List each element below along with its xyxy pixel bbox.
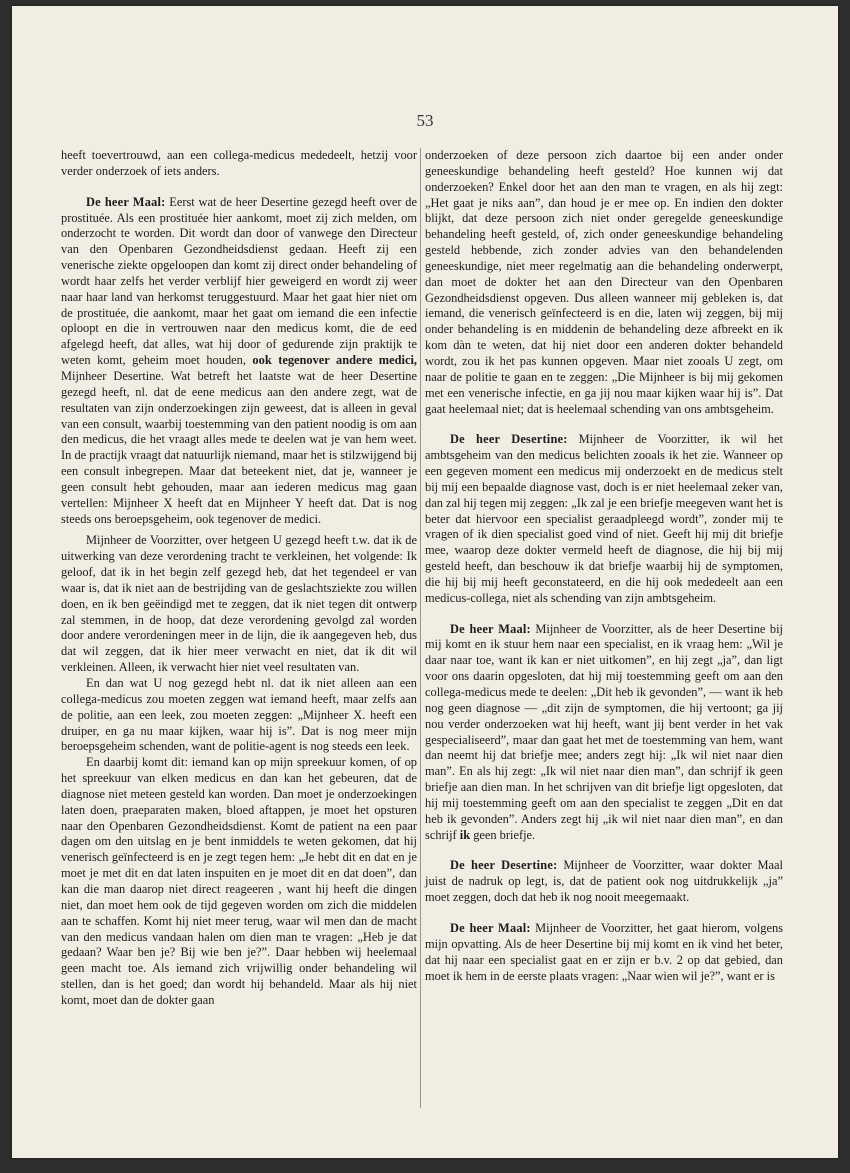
right-paragraph-3-rest: geen briefje. [470,827,536,842]
page-number: 53 [416,111,434,130]
right-paragraph-5-text: Mijnheer de Voorzitter, het gaat hierom, volgens mijn opvatting. Als de heer Desertine bij mij komt en ik vind het beter, dat hij naar een specialist gaat en er zijn er b.v. 2 op dat gebied, dan moet ik hem in de eerste plaats vragen: „Naar wien wil je?”, want er is [425,920,783,983]
right-paragraph-5 [425,921,783,984]
left-paragraph-1: heeft toevertrouwd, aan een collega-medicus mededeelt, hetzij voor verder onderzoek of iets anders. [61,148,417,178]
speaker-desertine-1: De heer Desertine: [450,432,568,447]
right-paragraph-3-text: Mijnheer de Voorzitter, als de heer Desertine bij mij komt en ik stuur hem naar een specialist, en ik vraag hem: „Wil je daar naar toe, want ik kan er niet uitkomen”, en hij zegt „ja”, dan ligt voor ons daarin opgesloten, dat hij mij toestemming geeft om aan den collega-medicus mede te deelen: „Dit heb ik gevonden”, — want ik heb nog geen diagnose — „dit zijn de symptomen, die hij vertoont; ga jij nou verder onderzoeken wat hij heeft, want jij bent verder in het vak gespecialiseerd”, maar dan gaat het met de toestemming van hem, want dan neemt hij dat briefje mee; anders zegt hij: „Ik wil niet naar dien man”. En als hij zegt: „Ik wil niet naar dien man”, dan schrijf ik geen briefje aan dien man. In het schrijven van dit briefje ligt opgesloten, dat hij mij toestemming geeft om aan den specialist te zeggen „Dit en dat heb ik gevonden”. Anders zegt hij „ik wil niet naar dien man”, en dan schrijf [425,621,783,842]
left-paragraph-2-rest: Mijnheer Desertine. Wat betreft het laatste wat de heer Desertine gezegd heeft, nl. dat de eene medicus aan den andere zegt, wat de resultaten van zijn onderzoekingen zijn geweest, dat is alleen in geval van een consult, waarbij toestemming van den patient noodig is om aan den medicus, die het vraagt alles mede te deelen wat je van hem weet. In de practijk vraagt dat natuurlijk niemand, maar het is stilzwijgend bij een consult inbegrepen. Maar dat beteekent niet, dat je, wanneer je geen consult hebt gehouden, maar aan iederen medicus mag gaan vertellen: Mijnheer X heeft dat en Mijnheer Y heeft dat. Dat is nog steeds ons beroepsgeheim, ook tegenover de medici. [61,368,417,526]
speaker-maal-2: De heer Maal: [450,621,531,636]
speaker-desertine-2: De heer Desertine: [450,858,558,873]
left-paragraph-5: En daarbij komt dit: iemand kan op mijn spreekuur komen, of op het spreekuur van elken medicus en dan kan het gebeuren, dat de diagnose niet meteen gesteld kan worden. Dan moet je onderzoekingen laten doen, praeparaten maken, bloed aftappen, je moet het opsturen naar den Openbaren Gezondheidsdienst. Komt de patient na een paar dagen om den uitslag en je bent inmiddels te weten gekomen, dat hij venerisch geïnfecteerd is en je zegt tegen hem: „Je hebt dit en dat en je moet je met dit en dat laten inspuiten en je moet dit en dat doen”, dan kan die man daarop niet direct reageeren , want hij heeft die dingen niet, dan moet hem ook de tijd gegeven worden om zich die middelen aan te schaffen. Komt hij niet meer terug, waar wil men dan de macht van den medicus vandaan halen om dien man te vragen: „Heb je dat gedaan? Waar ben je? Bij wie ben je?”. Daar hebben wij heelemaal geen macht toe. Als iemand zich vrijwillig onder behandeling wil stellen, dan is het goed; dan wordt hij behandeld. Maar als hij niet komt, moet dan de dokter gaan [61,755,417,1007]
column-divider [420,148,421,1108]
left-paragraph-2 [61,195,417,528]
right-column [425,148,783,984]
left-paragraph-2-bold: ook tegenover andere medici, [245,353,417,368]
right-paragraph-1: onderzoeken of deze persoon zich daartoe bij een ander onder geneeskundige behandeling heeft gesteld? Hoe kunnen wij dat onderzoeken? Enkel door het aan den man te vragen, en als hij zegt: „Het gaat je niks aan”, dan houd je er mee op. En indien den dokter blijkt, dat deze persoon zich niet onder geregelde geneeskundige behandeling heeft gesteld, of, zich onder geneeskundige behandeling gesteld hebbende, zich zonder advies van den behandelenden geneeskundige, niet meer regelmatig aan die behandeling onderwerpt, dan moet de dokter het aan den Directeur van den Openbaren Gezondheidsdienst opgeven. Dus alleen wanneer mij gebleken is, dat iemand, die venerisch geïnfecteerd is en die, laten wij zeggen, bij mij onder behandeling is en middenin de behandeling deze afbreekt en ik kom dàn te weten, dat hij niet door een anderen dokter behandeld wordt, zou ik het pas kunnen opgeven. Maar niet zooals U zegt, om naar de politie te gaan en te zeggen: „Die Mijnheer is bij mij gekomen met een venerische infectie, en ga jij nou maar kijken waar hij is”. Dat gaat heelemaal niet; dat is heelemaal schending van ons ambtsgeheim. [425,148,783,416]
speaker-maal-3: De heer Maal: [450,920,531,935]
right-paragraph-3-bold: ik [456,827,471,842]
right-paragraph-2-text: Mijnheer de Voorzitter, ik wil het ambtsgeheim van den medicus belichten zooals ik het zie. Wanneer op een gegeven moment een medicus mij onderzoekt en de medicus stelt bij mij een bepaalde diagnose vast, doch is er niet heelemaal zeker van, dan zal hij tegen mij zeggen: „Ik zal je een briefje meegeven want het is beter dat hiervoor een specialist geraadpleegd wordt”, zonder mij te vragen of ik dien specialist goed vind of niet. Geeft hij mij dit briefje mee, waarop deze dokter vermeld heeft de diagnose, die hij bij mij gesteld heeft, dan beschouw ik dat briefje waarbij hij de symptomen, die hij bij mij heeft geconstateerd, en die hij ook mededeelt aan een medicus-collega, niet als schending van zijn ambtsgeheim. [425,432,783,605]
left-paragraph-2-text: Eerst wat de heer Desertine gezegd heeft over de prostituée. Als een prostituée hier aankomt, moet zij zich melden, om onderzocht te worden. Dit wordt dan door of vanwege den Directeur van den Openbaren Gezondheidsdienst gedaan. Heeft zij een venerische ziekte opgeloopen dan komt zij direct onder behandeling of wordt haar zelfs het verder verblijf hier geweigerd en wordt zij weer naar haar land van herkomst teruggestuurd. Maar het gaat hier niet om de prostituée, die aankomt, maar het gaat om iemand die een infectie oploopt en die in vertrouwen naar den medicus komt, die de eed afgelegd heeft, dat alles, wat hij door of gedurende zijn praktijk te weten komt, geheim moet houden, [61,194,417,368]
left-paragraph-3: Mijnheer de Voorzitter, over hetgeen U gezegd heeft t.w. dat ik de uitwerking van deze verordening tracht te verkleinen, het volgende: Ik geloof, dat ik in het begin zelf gezegd heb, dat het tegendeel er van waar is, dat ik niet aan de bestrijding van de geslachtsziekte zou willen doen, en ik ben geëindigd met te zeggen, dat ik niet tegen dit ontwerp zal stemmen, in de hoop, dat deze verordening gevolgd zal worden door andere verordeningen meer in de lijn, die ik aangegeven heb, dus dat wil zeggen, dat ik hier meer verwacht en niet, dat ik dit wil verkleinen. Alleen, ik verwacht hier niet veel resultaten van. [61,533,417,675]
document-page [12,6,838,1158]
left-column [61,148,417,1009]
right-paragraph-2 [425,432,783,606]
right-paragraph-4-text: Mijnheer de Voorzitter, waar dokter Maal juist de nadruk op legt, is, dat de patient ook nog uitdrukkelijk „ja” moet zeggen, doch dat heb ik nog nooit meegemaakt. [425,858,783,905]
speaker-maal-1: De heer Maal: [86,194,166,209]
right-paragraph-4 [425,858,783,906]
right-paragraph-3 [425,622,783,844]
left-paragraph-4: En dan wat U nog gezegd hebt nl. dat ik niet alleen aan een collega-medicus zou moeten zeggen wat iemand heeft, maar zelfs aan de politie, aan een leek, zou moeten zeggen: „Mijnheer X. heeft een druiper, en ga nu maar kijken, waar hij is”. Dat is nog meer mijn beroepsgeheim schenden, want de politie-agent is nog steeds een leek. [61,676,417,754]
